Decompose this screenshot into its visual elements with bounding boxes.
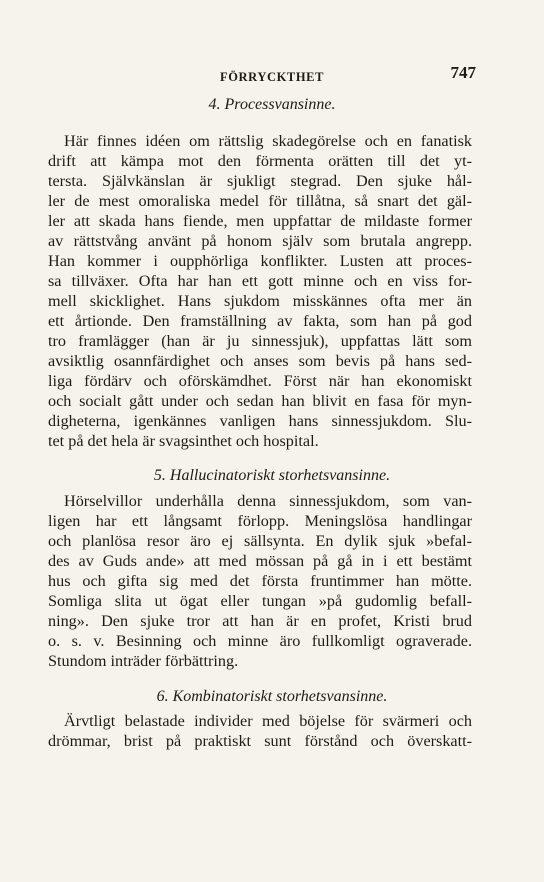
text-line: des av Guds ande» att med mössan på gå in i ett bestämt [48, 552, 472, 570]
text-line: digheterna, igenkännes vanligen hans sinnessjukdom. Slu- [48, 412, 472, 430]
text-line: Han kommer i oupphörliga konflikter. Lusten att proces- [48, 252, 472, 270]
section-heading-kombinatoriskt: 6. Kombinatoriskt storhetsvansinne. [156, 688, 388, 705]
text-line: drift att kämpa mot den förmenta orätten till det yt- [48, 152, 472, 170]
text-line: tro framlägger (han är ju sinnessjuk), uppfattas lätt som [48, 332, 472, 350]
text-line: Somliga slita ut ögat eller tungan »på gudomlig befall- [48, 592, 472, 610]
text-line: ning». Den sjuke tror att han är en profet, Kristi brud [48, 612, 472, 630]
text-line: Här finnes idéen om rättslig skadegörelse och en fanatisk [64, 132, 472, 150]
text-line: ett årtionde. Den framställning av fakta, som han på god [48, 312, 472, 330]
text-line: ler de mest omoraliska medel för tillåtna, så snart det gäl- [48, 192, 472, 210]
text-line: ligen har ett långsamt förlopp. Meningslösa handlingar [48, 512, 472, 530]
section-heading-processvansinne: 4. Processvansinne. [208, 96, 336, 113]
text-line: av rättstvång använt på honom själv som brutala angrepp. [48, 232, 472, 250]
section-heading-hallucinatoriskt: 5. Hallucinatoriskt storhetsvansinne. [153, 467, 391, 484]
text-line: och planlösa resor äro ej sällsynta. En dylik sjuk »befal- [48, 532, 472, 550]
running-title: FÖRRYCKTHET [219, 70, 325, 84]
text-line: hus och gifta sig med det första fruntimmer han mötte. [48, 572, 472, 590]
text-line: Ärvtligt belastade individer med böjelse för svärmeri och [64, 712, 472, 730]
text-line: liga fördärv och oförskämdhet. Först när han ekonomiskt [48, 372, 472, 390]
text-line: tet på det hela är svagsinthet och hospital. [48, 432, 319, 450]
text-line: Stundom inträder förbättring. [48, 652, 239, 670]
text-line: mell skicklighet. Hans sjukdom misskännes ofta mer än [48, 292, 472, 310]
text-line: och socialt gått under och sedan han blivit en fasa för myn- [48, 392, 472, 410]
page-number: 747 [450, 63, 476, 82]
text-line: o. s. v. Besinning och minne äro fullkomligt ograverade. [48, 632, 472, 650]
text-line: tersta. Självkänslan är sjukligt stegrad. Den sjuke hål- [48, 172, 472, 190]
text-line: avsiktlig osannfärdighet och anses som bevis på hans sed- [48, 352, 472, 370]
text-line: ler att skada hans fiende, men uppfattar de mildaste former [48, 212, 472, 230]
text-line: Hörselvillor underhålla denna sinnessjukdom, som van- [64, 492, 472, 510]
text-line: sa tillväxer. Ofta har han ett gott minne och en viss for- [48, 272, 472, 290]
text-line: drömmar, brist på praktiskt sunt förstånd och överskatt- [48, 732, 472, 750]
